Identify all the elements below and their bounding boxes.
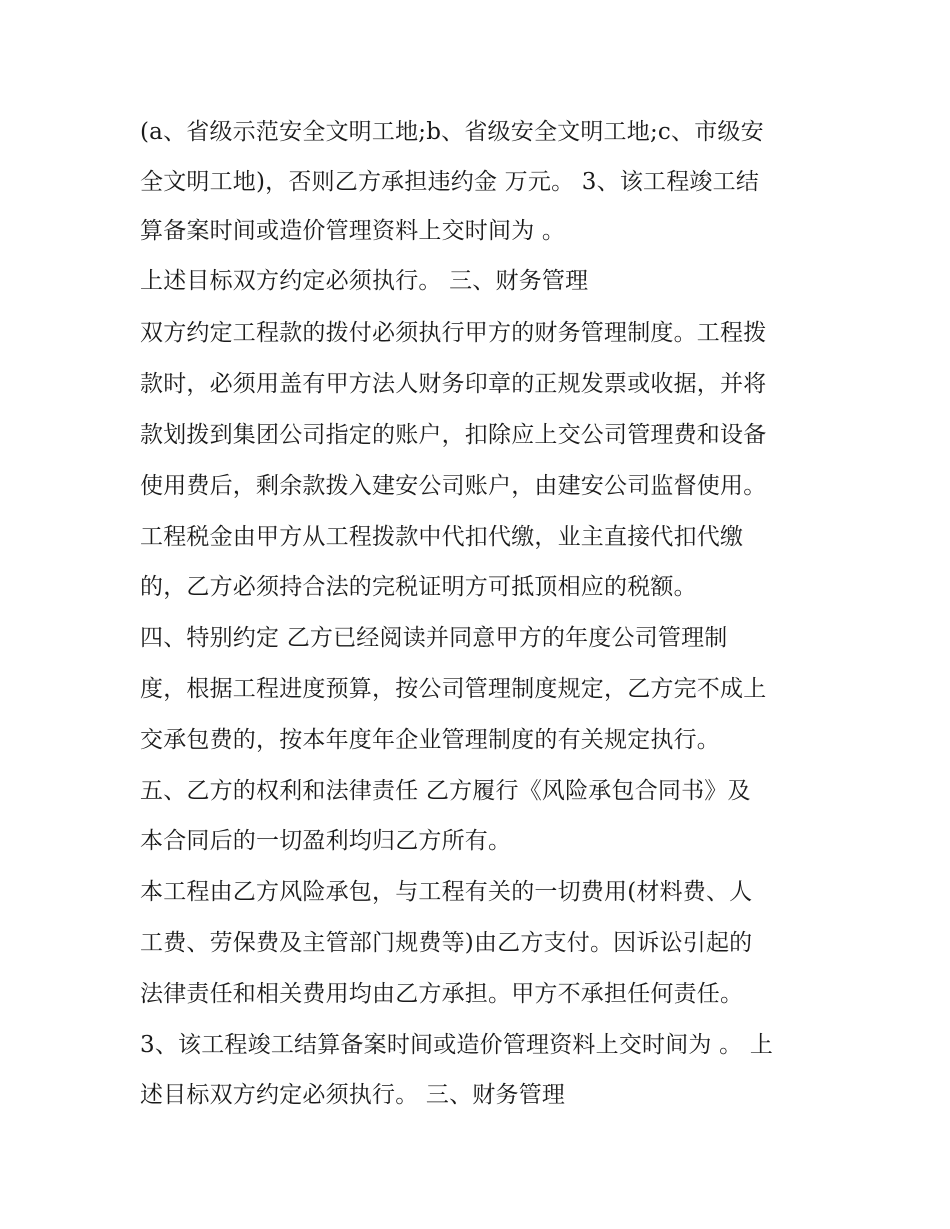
- text-line: 工费、劳保费及主管部门规费等)由乙方支付。因诉讼引起的: [140, 930, 753, 956]
- text-line: 工程税金由甲方从工程拨款中代扣代缴，业主直接代扣代缴: [140, 524, 744, 550]
- text-line: 全文明工地)，否则乙方承担违约金 万元。 3、该工程竣工结: [140, 169, 760, 195]
- text-line: 使用费后，剩余款拨入建安公司账户，由建安公司监督使用。: [140, 473, 767, 499]
- text-line: 度，根据工程进度预算，按公司管理制度规定，乙方完不成上: [140, 676, 767, 702]
- text-line: 交承包费的，按本年度年企业管理制度的有关规定执行。: [140, 727, 720, 753]
- text-line: 五、乙方的权利和法律责任 乙方履行《风险承包合同书》及: [140, 778, 751, 804]
- text-line: 述目标双方约定必须执行。 三、财务管理: [140, 1082, 566, 1108]
- text-line: 算备案时间或造价管理资料上交时间为 。: [140, 218, 566, 244]
- text-line: 的，乙方必须持合法的完税证明方可抵顶相应的税额。: [140, 574, 697, 600]
- text-line: 法律责任和相关费用均由乙方承担。甲方不承担任何责任。: [140, 981, 744, 1007]
- text-line: (a、省级示范安全文明工地;b、省级安全文明工地;c、市级安: [140, 119, 764, 145]
- text-line: 双方约定工程款的拨付必须执行甲方的财务管理制度。工程拨: [140, 320, 767, 346]
- text-line: 3、该工程竣工结算备案时间或造价管理资料上交时间为 。 上: [140, 1032, 774, 1058]
- text-line: 上述目标双方约定必须执行。 三、财务管理: [140, 268, 589, 294]
- text-line: 款划拨到集团公司指定的账户，扣除应上交公司管理费和设备: [140, 422, 767, 448]
- text-line: 款时，必须用盖有甲方法人财务印章的正规发票或收据，并将: [140, 371, 767, 397]
- text-line: 本工程由乙方风险承包，与工程有关的一切费用(材料费、人: [140, 879, 753, 905]
- text-line: 本合同后的一切盈利均归乙方所有。: [140, 828, 512, 854]
- text-line: 四、特别约定 乙方已经阅读并同意甲方的年度公司管理制: [140, 625, 728, 651]
